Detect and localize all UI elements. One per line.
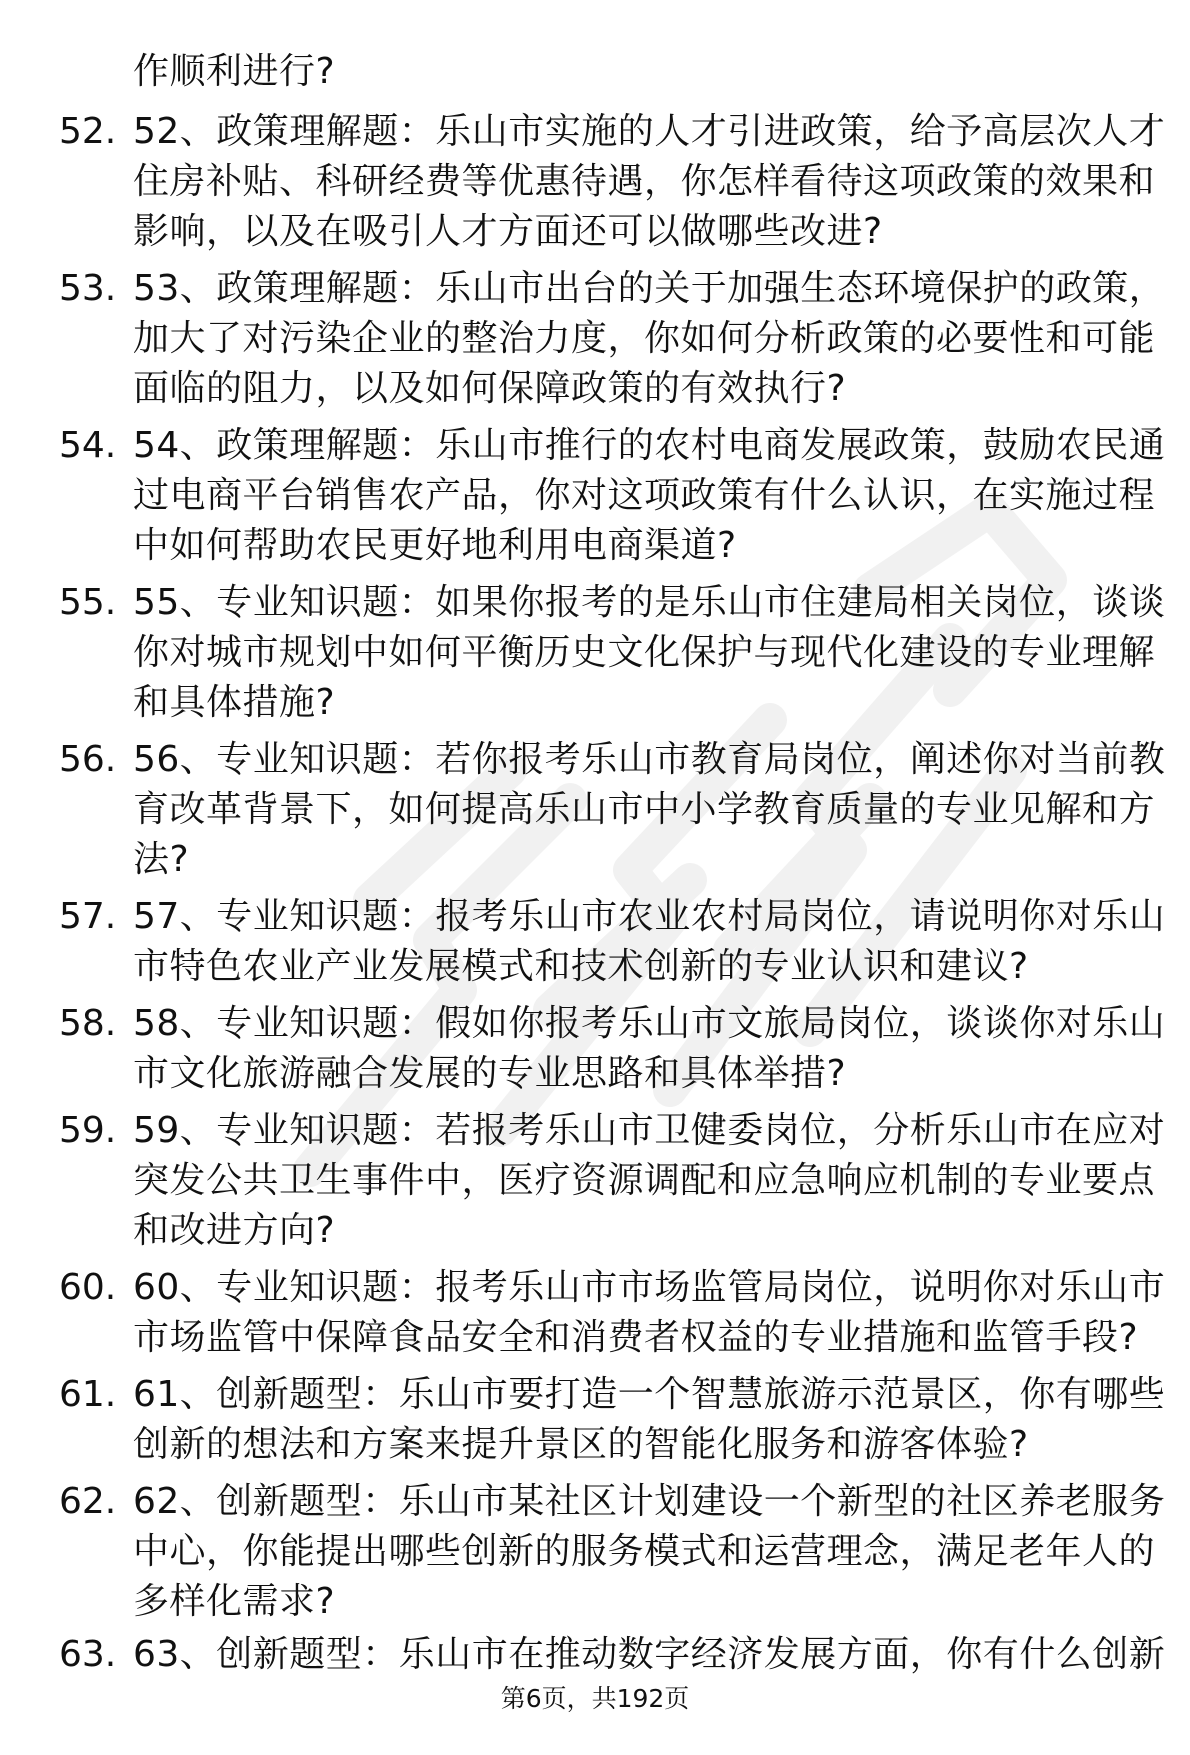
item-line: 中如何帮助农民更好地利用电商渠道?: [133, 525, 737, 566]
item-line: 住房补贴、科研经费等优惠待遇，你怎样看待这项政策的效果和: [133, 161, 1156, 202]
item-line: 影响，以及在吸引人才方面还可以做哪些改进?: [133, 211, 883, 252]
item-line: 52、政策理解题：乐山市实施的人才引进政策，给予高层次人才: [133, 111, 1166, 152]
item-line: 55、专业知识题：如果你报考的是乐山市住建局相关岗位，谈谈: [133, 582, 1166, 623]
item-line: 59、专业知识题：若报考乐山市卫健委岗位，分析乐山市在应对: [133, 1110, 1166, 1151]
item-line: 和改进方向?: [133, 1210, 336, 1251]
item-line: 过电商平台销售农产品，你对这项政策有什么认识，在实施过程: [133, 475, 1156, 516]
item-number: 52.: [59, 111, 117, 152]
item-number: 57.: [59, 896, 117, 937]
item-line: 法?: [133, 839, 190, 880]
item-number: 55.: [59, 582, 117, 623]
item-number: 59.: [59, 1110, 117, 1151]
item-line: 56、专业知识题：若你报考乐山市教育局岗位，阐述你对当前教: [133, 739, 1166, 780]
item-line: 58、专业知识题：假如你报考乐山市文旅局岗位，谈谈你对乐山: [133, 1003, 1166, 1044]
item-line: 中心，你能提出哪些创新的服务模式和运营理念，满足老年人的: [133, 1531, 1156, 1572]
item-line: 你对城市规划中如何平衡历史文化保护与现代化建设的专业理解: [133, 632, 1156, 673]
continuation-line: 作顺利进行?: [133, 51, 336, 92]
item-number: 53.: [59, 268, 117, 309]
item-line: 53、政策理解题：乐山市出台的关于加强生态环境保护的政策，: [133, 268, 1166, 309]
item-number: 58.: [59, 1003, 117, 1044]
item-line: 62、创新题型：乐山市某社区计划建设一个新型的社区养老服务: [133, 1481, 1166, 1522]
item-line: 突发公共卫生事件中，医疗资源调配和应急响应机制的专业要点: [133, 1160, 1156, 1201]
item-line: 60、专业知识题：报考乐山市市场监管局岗位，说明你对乐山市: [133, 1267, 1166, 1308]
item-number: 56.: [59, 739, 117, 780]
page-footer: 第6页，共192页: [500, 1684, 690, 1713]
item-line: 市文化旅游融合发展的专业思路和具体举措?: [133, 1053, 847, 1094]
item-line: 育改革背景下，如何提高乐山市中小学教育质量的专业见解和方: [133, 789, 1156, 830]
item-number: 62.: [59, 1481, 117, 1522]
item-line: 57、专业知识题：报考乐山市农业农村局岗位，请说明你对乐山: [133, 896, 1166, 937]
item-number: 54.: [59, 425, 117, 466]
item-line: 市场监管中保障食品安全和消费者权益的专业措施和监管手段?: [133, 1317, 1139, 1358]
item-line: 加大了对污染企业的整治力度，你如何分析政策的必要性和可能: [133, 318, 1156, 359]
item-line: 市特色农业产业发展模式和技术创新的专业认识和建议?: [133, 946, 1029, 987]
item-line: 61、创新题型：乐山市要打造一个智慧旅游示范景区，你有哪些: [133, 1374, 1166, 1415]
item-line: 54、政策理解题：乐山市推行的农村电商发展政策，鼓励农民通: [133, 425, 1166, 466]
item-line: 多样化需求?: [133, 1581, 336, 1622]
item-line: 和具体措施?: [133, 682, 336, 723]
item-number: 60.: [59, 1267, 117, 1308]
item-number: 61.: [59, 1374, 117, 1415]
item-number: 63.: [59, 1634, 117, 1675]
item-line: 面临的阻力，以及如何保障政策的有效执行?: [133, 368, 847, 409]
item-line: 63、创新题型：乐山市在推动数字经济发展方面，你有什么创新: [133, 1634, 1166, 1675]
item-line: 创新的想法和方案来提升景区的智能化服务和游客体验?: [133, 1424, 1029, 1465]
